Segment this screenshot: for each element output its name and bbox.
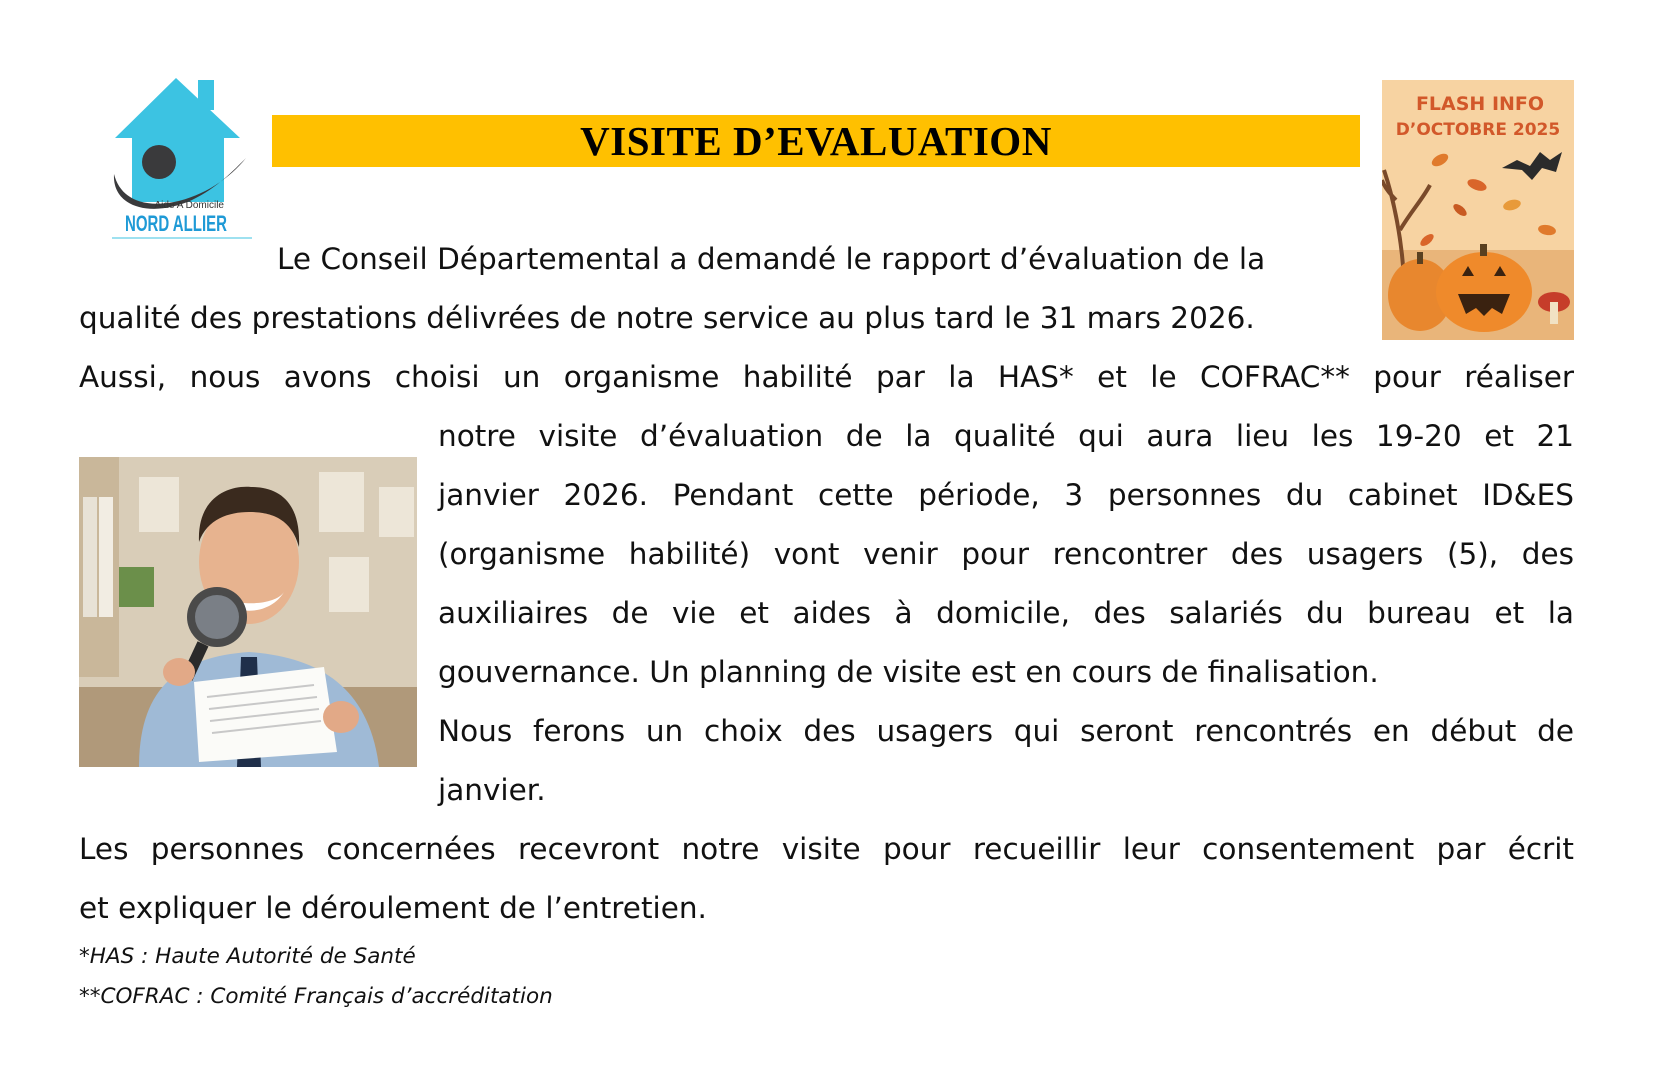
paragraph-line-5: janvier 2026. Pendant cette période, 3 personnes du cabinet ID&ES (438, 478, 1574, 512)
footnote-has: *HAS : Haute Autorité de Santé (79, 944, 416, 969)
paragraph-line-6: (organisme habilité) vont venir pour rencontrer des usagers (5), des (438, 537, 1574, 571)
paragraph-line-7: auxiliaires de vie et aides à domicile, des salariés du bureau et la (438, 596, 1574, 630)
paragraph-line-3: Aussi, nous avons choisi un organisme habilité par la HAS* et le COFRAC** pour réaliser (79, 360, 1574, 394)
company-logo (112, 78, 262, 250)
paragraph-line-10: janvier. (438, 773, 546, 807)
logo-small-text: Aide A Domicile (154, 200, 224, 211)
paragraph-line-2: qualité des prestations délivrées de notre service au plus tard le 31 mars 2026. (79, 301, 1255, 335)
flash-info-badge (1382, 80, 1574, 340)
paragraph-line-12: et expliquer le déroulement de l’entretien. (79, 891, 707, 925)
flash-line-1: FLASH INFO (1415, 93, 1545, 115)
page-title: VISITE D’EVALUATION (580, 118, 1052, 164)
flash-line-2: D’OCTOBRE 2025 (1395, 120, 1561, 140)
paragraph-line-9: Nous ferons un choix des usagers qui seront rencontrés en début de (438, 714, 1574, 748)
paragraph-line-8: gouvernance. Un planning de visite est en cours de finalisation. (438, 655, 1379, 689)
jack-o-lantern-icon (1436, 252, 1532, 332)
evaluator-photo (79, 457, 417, 767)
footnote-cofrac: **COFRAC : Comité Français d’accréditation (79, 984, 553, 1009)
paragraph-line-4: notre visite d’évaluation de la qualité qui aura lieu les 19-20 et 21 (438, 419, 1574, 453)
logo-name: NORD ALLIER (125, 211, 228, 236)
paragraph-line-1: Le Conseil Départemental a demandé le rapport d’évaluation de la (277, 242, 1266, 276)
title-banner (272, 115, 1360, 167)
paragraph-line-11: Les personnes concernées recevront notre visite pour recueillir leur consentement par écrit (79, 832, 1574, 866)
